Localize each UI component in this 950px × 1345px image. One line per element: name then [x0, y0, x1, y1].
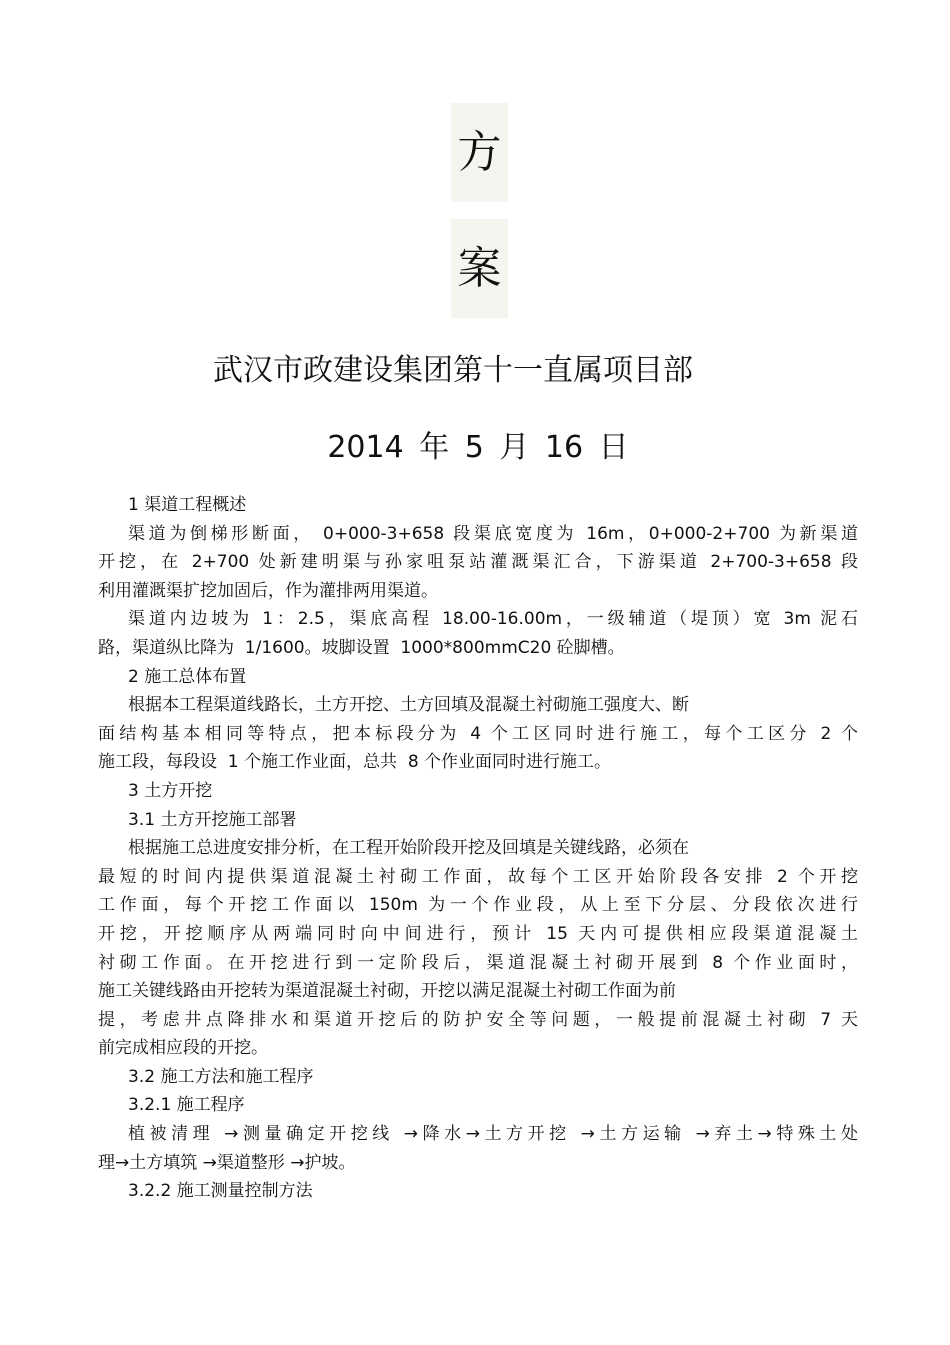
text-line: 开挖，开挖顺序从两端同时向中间进行，预计 15 天内可提供相应段渠道混凝土 [98, 923, 858, 944]
section-heading: 3.1 土方开挖施工部署 [128, 809, 297, 830]
text-line: 利用灌溉渠扩挖加固后，作为灌排两用渠道。 [98, 580, 438, 601]
organization-name: 武汉市政建设集团第十一直属项目部 [213, 353, 693, 388]
document-date: 2014 年 5 月 16 日 [327, 430, 629, 465]
text-line: 衬砌工作面。在开挖进行到一定阶段后，渠道混凝土衬砌开展到 8 个作业面时， [98, 952, 858, 973]
text-line: 理→土方填筑 →渠道整形 →护坡。 [98, 1152, 356, 1173]
text-line: 提，考虑井点降排水和渠道开挖后的防护安全等问题，一般提前混凝土衬砌 7 天 [98, 1009, 858, 1030]
section-heading: 3.2.2 施工测量控制方法 [128, 1181, 313, 1202]
text-line: 根据施工总进度安排分析，在工程开始阶段开挖及回填是关键线路，必须在 [128, 838, 689, 859]
text-line: 根据本工程渠道线路长，土方开挖、土方回填及混凝土衬砌施工强度大、断 [128, 695, 689, 716]
section-heading: 3.2 施工方法和施工程序 [128, 1066, 314, 1087]
text-line: 植被清理 →测量确定开挖线 →降水→土方开挖 →土方运输 →弃土→特殊土处 [128, 1124, 858, 1145]
text-line: 渠道内边坡为 1：2.5，渠底高程 18.00-16.00m，一级辅道（堤顶）宽 3m 泥石 [128, 609, 858, 630]
text-line: 最短的时间内提供渠道混凝土衬砌工作面，故每个工区开始阶段各安排 2 个开挖 [98, 866, 858, 887]
text-line: 开挖，在 2+700 处新建明渠与孙家咀泵站灌溉渠汇合，下游渠道 2+700-3+658 段 [98, 552, 858, 573]
text-line: 工作面，每个开挖工作面以 150m 为一个作业段，从上至下分层、分段依次进行 [98, 895, 858, 916]
title-char-fang: 方 [451, 103, 508, 202]
section-heading: 1 渠道工程概述 [128, 495, 247, 515]
text-line: 施工段，每段设 1 个施工作业面，总共 8 个作业面同时进行施工。 [98, 752, 612, 773]
section-heading: 3.2.1 施工程序 [128, 1095, 245, 1116]
section-heading: 3 土方开挖 [128, 780, 213, 801]
text-line: 前完成相应段的开挖。 [98, 1038, 268, 1059]
text-line: 路，渠道纵比降为 1/1600。坡脚设置 1000*800mmC20 砼脚槽。 [98, 637, 625, 658]
title-char-an: 案 [451, 219, 508, 318]
section-heading: 2 施工总体布置 [128, 666, 247, 687]
text-line: 施工关键线路由开挖转为渠道混凝土衬砌，开挖以满足混凝土衬砌工作面为前 [98, 981, 676, 1002]
text-line: 渠道为倒梯形断面， 0+000-3+658 段渠底宽度为 16m，0+000-2+700 为新渠道 [128, 523, 858, 544]
body-text [98, 491, 858, 1206]
text-line: 面结构基本相同等特点，把本标段分为 4 个工区同时进行施工，每个工区分 2 个 [98, 723, 858, 744]
